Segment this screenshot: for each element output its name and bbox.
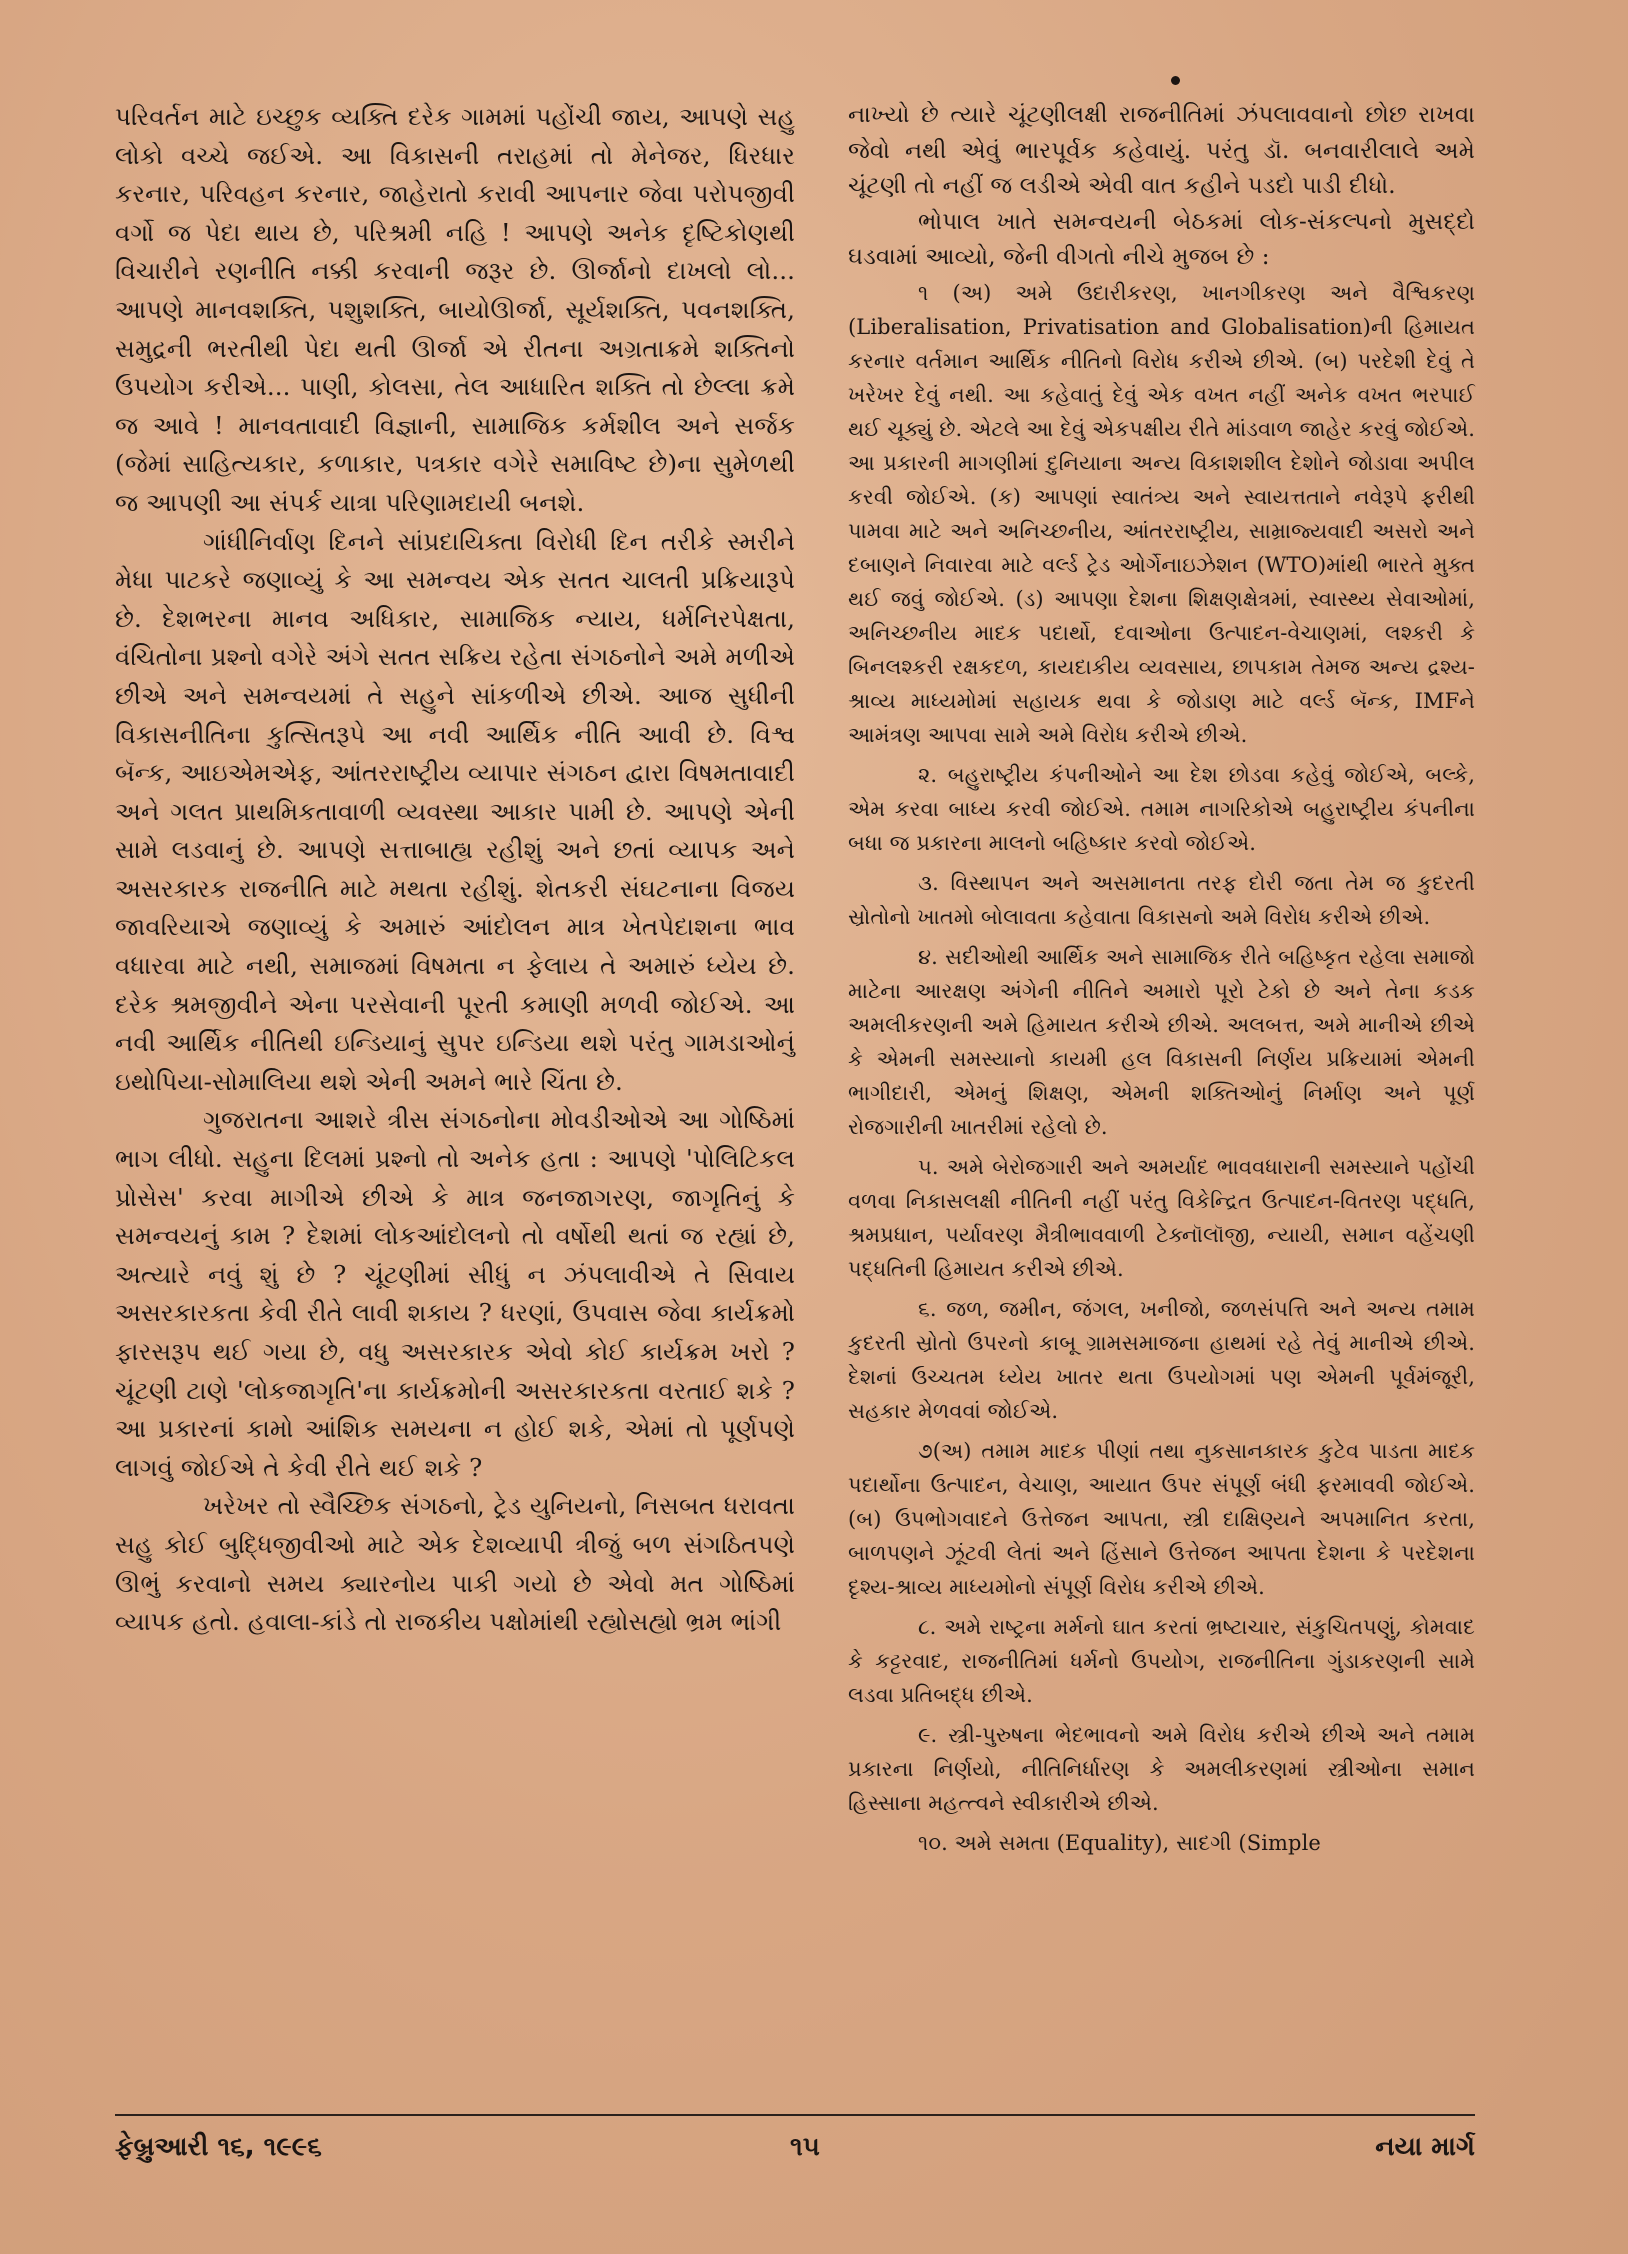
- paragraph: ગુજરાતના આશરે ત્રીસ સંગઠનોના મોવડીઓએ આ ગોષ્ઠિમાં ભાગ લીધો. સહુના દિલમાં પ્રશ્નો તો અનેક હતા : આપણે 'પોલિટિકલ પ્રોસેસ' કરવા માગીએ છીએ કે માત્ર જનજાગરણ, જાગૃતિનું કે સમન્વયનું કામ ? દેશમાં લોકઆંદોલનો તો વર્ષોથી થતાં જ રહ્યાં છે, અત્યારે નવું શું છે ? ચૂંટણીમાં સીધું ન ઝંપલાવીએ તે સિવાય અસરકારકતા કેવી રીતે લાવી શકાય ? ધરણાં, ઉપવાસ જેવા કાર્યક્રમો ફારસરૂપ થઈ ગયા છે, વધુ અસરકારક એવો કોઈ કાર્યક્રમ ખરો ? ચૂંટણી ટાણે 'લોકજાગૃતિ'ના કાર્યક્રમોની અસરકારકતા વરતાઈ શકે ? આ પ્રકારનાં કામો આંશિક સમયના ન હોઈ શકે, એમાં તો પૂર્ણપણે લાગવું જોઈએ તે કેવી રીતે થઈ શકે ?: [115, 1105, 795, 1482]
- left-column: [115, 98, 795, 1642]
- resolution-item: ૮. અમે રાષ્ટ્રના મર્મનો ઘાત કરતાં ભ્રષ્ટાચાર, સંકુચિતપણું, કોમવાદ કે કટ્ટરવાદ, રાજનીતિમાં ધર્મનો ઉપયોગ, રાજનીતિના ગુંડાકરણની સામે લડવા પ્રતિબદ્ધ છીએ.: [848, 1614, 1475, 1707]
- footer-date: ફેબ્રુઆરી ૧૬, ૧૯૯૬: [115, 2132, 322, 2162]
- resolution-item: ૪. સદીઓથી આર્થિક અને સામાજિક રીતે બહિષ્કૃત રહેલા સમાજો માટેના આરક્ષણ અંગેની નીતિને અમારો પૂરો ટેકો છે અને તેના કડક અમલીકરણની અમે હિમાયત કરીએ છીએ. અલબત્ત, અમે માનીએ છીએ કે એમની સમસ્યાનો કાયમી હલ વિકાસની નિર્ણય પ્રક્રિયામાં એમની ભાગીદારી, એમનું શિક્ષણ, એમની શક્તિઓનું નિર્માણ અને પૂર્ણ રોજગારીની ખાતરીમાં રહેલો છે.: [848, 944, 1475, 1139]
- resolution-item: ૬. જળ, જમીન, જંગલ, ખનીજો, જળસંપત્તિ અને અન્ય તમામ કુદરતી સ્રોતો ઉપરનો કાબૂ ગ્રામસમાજના હાથમાં રહે તેવું માનીએ છીએ. દેશનાં ઉચ્ચતમ ધ્યેય ખાતર થતા ઉપયોગમાં પણ એમની પૂર્વમંજૂરી, સહકાર મેળવવાં જોઈએ.: [848, 1296, 1475, 1423]
- resolution-item: ૨. બહુરાષ્ટ્રીય કંપનીઓને આ દેશ છોડવા કહેવું જોઈએ, બલ્કે, એમ કરવા બાધ્ય કરવી જોઈએ. તમામ નાગરિકોએ બહુરાષ્ટ્રીય કંપનીના બધા જ પ્રકારના માલનો બહિષ્કાર કરવો જોઈએ.: [848, 762, 1475, 855]
- print-dot: [1171, 76, 1180, 85]
- paragraph: ખરેખર તો સ્વૈચ્છિક સંગઠનો, ટ્રેડ યુનિયનો, નિસબત ધરાવતા સહુ કોઈ બુદ્ધિજીવીઓ માટે એક દેશવ્યાપી ત્રીજું બળ સંગઠિતપણે ઊભું કરવાનો સમય ક્યારનોય પાકી ગયો છે એવો મત ગોષ્ઠિમાં વ્યાપક હતો. હવાલા-કાંડે તો રાજકીય પક્ષોમાંથી રહ્યોસહ્યો ભ્રમ ભાંગી: [115, 1491, 795, 1637]
- publication-name: નયા માર્ગ: [1375, 2132, 1475, 2162]
- resolution-item: ૭(અ) તમામ માદક પીણાં તથા નુકસાનકારક કુટેવ પાડતા માદક પદાર્થોના ઉત્પાદન, વેચાણ, આયાત ઉપર સંપૂર્ણ બંધી ફરમાવવી જોઈએ. (બ) ઉપભોગવાદને ઉત્તેજન આપતા, સ્ત્રી દાક્ષિણ્યને અપમાનિત કરતા, બાળપણને ઝૂંટવી લેતાં અને હિંસાને ઉત્તેજન આપતા દેશના કે પરદેશના દૃશ્ય-શ્રાવ્ય માધ્યમોનો સંપૂર્ણ વિરોધ કરીએ છીએ.: [848, 1438, 1475, 1599]
- page-number: ૧૫: [790, 2132, 820, 2162]
- paragraph: પરિવર્તન માટે ઇચ્છુક વ્યક્તિ દરેક ગામમાં પહોંચી જાય, આપણે સહુ લોકો વચ્ચે જઈએ. આ વિકાસની તરાહમાં તો મેનેજર, ધિરધાર કરનાર, પરિવહન કરનાર, જાહેરાતો કરાવી આપનાર જેવા પરોપજીવી વર્ગો જ પેદા થાય છે, પરિશ્રમી નહિ ! આપણે અનેક દૃષ્ટિકોણથી વિચારીને રણનીતિ નક્કી કરવાની જરૂર છે. ઊર્જાનો દાખલો લો... આપણે માનવશક્તિ, પશુશક્તિ, બાયોઊર્જા, સૂર્યશક્તિ, પવનશક્તિ, સમુદ્રની ભરતીથી પેદા થતી ઊર્જા એ રીતના અગ્રતાક્રમે શક્તિનો ઉપયોગ કરીએ... પાણી, કોલસા, તેલ આધારિત શક્તિ તો છેલ્લા ક્રમે જ આવે ! માનવતાવાદી વિજ્ઞાની, સામાજિક કર્મશીલ અને સર્જક (જેમાં સાહિત્યકાર, કળાકાર, પત્રકાર વગેરે સમાવિષ્ટ છે)ના સુમેળથી જ આપણી આ સંપર્ક યાત્રા પરિણામદાયી બનશે.: [115, 102, 795, 517]
- paragraph: નાખ્યો છે ત્યારે ચૂંટણીલક્ષી રાજનીતિમાં ઝંપલાવવાનો છોછ રાખવા જેવો નથી એવું ભારપૂર્વક કહેવાયું. પરંતુ ડૉ. બનવારીલાલે અમે ચૂંટણી તો નહીં જ લડીએ એવી વાત કહીને પડદો પાડી દીધો.: [848, 102, 1475, 199]
- resolution-item: ૧ (અ) અમે ઉદારીકરણ, ખાનગીકરણ અને વૈશ્વિકરણ (Liberalisation, Privatisation and Globalisation)ની હિમાયત કરનાર વર્તમાન આર્થિક નીતિનો વિરોધ કરીએ છીએ. (બ) પરદેશી દેવું તે ખરેખર દેવું નથી. આ કહેવાતું દેવું એક વખત નહીં અનેક વખત ભરપાઈ થઈ ચૂક્યું છે. એટલે આ દેવું એકપક્ષીય રીતે માંડવાળ જાહેર કરવું જોઈએ. આ પ્રકારની માગણીમાં દુનિયાના અન્ય વિકાશશીલ દેશોને જોડાવા અપીલ કરવી જોઈએ. (ક) આપણાં સ્વાતંત્ર્ય અને સ્વાયત્તતાને નવેરૂપે ફરીથી પામવા માટે અને અનિચ્છનીય, આંતરરાષ્ટ્રીય, સામ્રાજ્યવાદી અસરો અને દબાણને નિવારવા માટે વર્લ્ડ ટ્રેડ ઓર્ગેનાઇઝેશન (WTO)માંથી ભારતે મુક્ત થઈ જવું જોઈએ. (ડ) આપણા દેશના શિક્ષણક્ષેત્રમાં, સ્વાસ્થ્ય સેવાઓમાં, અનિચ્છનીય માદક પદાર્થો, દવાઓના ઉત્પાદન-વેચાણમાં, લશ્કરી કે બિનલશ્કરી રક્ષકદળ, કાયદાકીય વ્યવસાય, છાપકામ તેમજ અન્ય દ્રશ્ય-શ્રાવ્ય માધ્યમોમાં સહાયક થવા કે જોડાણ માટે વર્લ્ડ બૅન્ક, IMFને આમંત્રણ આપવા સામે અમે વિરોધ કરીએ છીએ.: [848, 280, 1475, 747]
- resolution-item: ૧૦. અમે સમતા (Equality), સાદગી (Simple: [918, 1830, 1321, 1855]
- paragraph: ગાંધીનિર્વાણ દિનને સાંપ્રદાયિક્તા વિરોધી દિન તરીકે સ્મરીને મેધા પાટકરે જણાવ્યું કે આ સમન્વય એક સતત ચાલતી પ્રક્રિયારૂપે છે. દેશભરના માનવ અધિકાર, સામાજિક ન્યાય, ધર્મનિરપેક્ષતા, વંચિતોના પ્રશ્નો વગેરે અંગે સતત સક્રિય રહેતા સંગઠનોને અમે મળીએ છીએ અને સમન્વયમાં તે સહુને સાંકળીએ છીએ. આજ સુધીની વિકાસનીતિના કુત્સિતરૂપે આ નવી આર્થિક નીતિ આવી છે. વિશ્વ બૅન્ક, આઇએમએફ, આંતરરાષ્ટ્રીય વ્યાપાર સંગઠન દ્વારા વિષમતાવાદી અને ગલત પ્રાથમિકતાવાળી વ્યવસ્થા આકાર પામી છે. આપણે એની સામે લડવાનું છે. આપણે સત્તાબાહ્ય રહીશું અને છતાં વ્યાપક અને અસરકારક રાજનીતિ માટે મથતા રહીશું. શેતકરી સંઘટનાના વિજય જાવરિયાએ જણાવ્યું કે અમારું આંદોલન માત્ર ખેતપેદાશના ભાવ વધારવા માટે નથી, સમાજમાં વિષમતા ન ફેલાય તે અમારું ધ્યેય છે. દરેક શ્રમજીવીને એના પરસેવાની પૂરતી કમાણી મળવી જોઈએ. આ નવી આર્થિક નીતિથી ઇન્ડિયાનું સુપર ઇન્ડિયા થશે પરંતુ ગામડાઓનું ઇથોપિયા-સોમાલિયા થશે એની અમને ભારે ચિંતા છે.: [115, 526, 795, 1096]
- paragraph: ભોપાલ ખાતે સમન્વયની બેઠકમાં લોક-સંકલ્પનો મુસદ્દો ઘડવામાં આવ્યો, જેની વીગતો નીચે મુજબ છે :: [848, 208, 1475, 270]
- footer-rule: [115, 2114, 1475, 2116]
- resolution-item: ૫. અમે બેરોજગારી અને અમર્યાદ ભાવવધારાની સમસ્યાને પહોંચી વળવા નિકાસલક્ષી નીતિની નહીં પરંતુ વિકેન્દ્રિત ઉત્પાદન-વિતરણ પદ્ધતિ, શ્રમપ્રધાન, પર્યાવરણ મૈત્રીભાવવાળી ટેક્નૉલૉજી, ન્યાયી, સમાન વહેંચણી પદ્ધતિની હિમાયત કરીએ છીએ.: [848, 1154, 1475, 1281]
- resolution-item: ૩. વિસ્થાપન અને અસમાનતા તરફ દોરી જતા તેમ જ કુદરતી સ્રોતોનો ખાતમો બોલાવતા કહેવાતા વિકાસનો અમે વિરોધ કરીએ છીએ.: [848, 870, 1475, 929]
- resolution-item: ૯. સ્ત્રી-પુરુષના ભેદભાવનો અમે વિરોધ કરીએ છીએ અને તમામ પ્રકારના નિર્ણયો, નીતિનિર્ધારણ કે અમલીકરણમાં સ્ત્રીઓના સમાન હિસ્સાના મહત્ત્વને સ્વીકારીએ છીએ.: [848, 1722, 1475, 1815]
- right-column: [848, 98, 1475, 1866]
